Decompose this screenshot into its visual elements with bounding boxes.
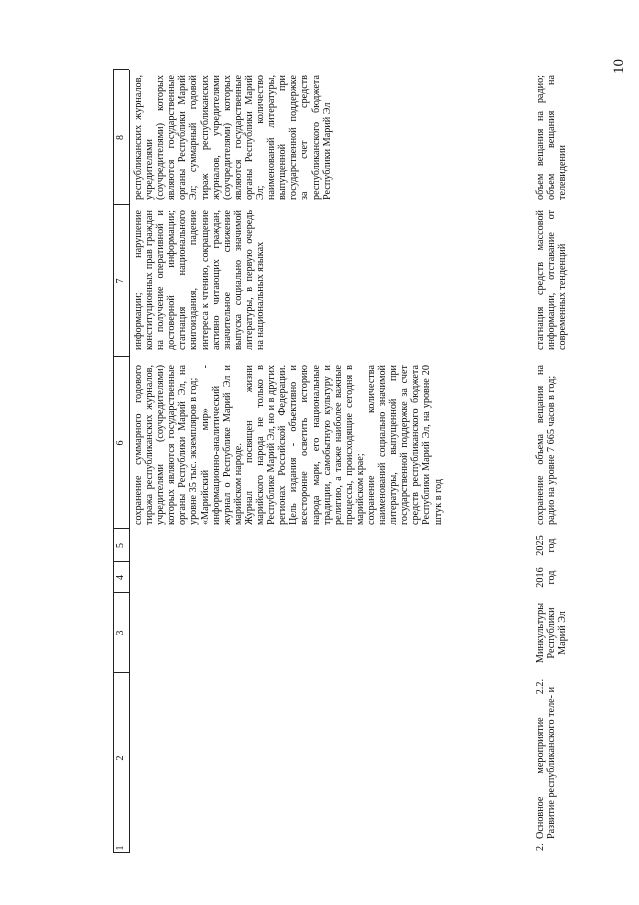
col-header-8: 8 bbox=[115, 135, 126, 140]
paragraph: Журнал посвящен жизни марийского народа не только в Республике Марий Эл, но и в других регионах Российской Федерации. Цель издания - объективно и всесторонне осветить историю народа мари, его национальные традиции, самобытную культуру и религию, а также наиболее важные процессы, происходящие сегодня в марийском крае; bbox=[243, 365, 366, 525]
cell-row2-col6: сохранение объема вещания на радио на уровне 7 665 часов в год; bbox=[535, 365, 558, 525]
col-header-7: 7 bbox=[115, 278, 126, 284]
cell-row2-col4: 2016 год bbox=[535, 567, 558, 588]
col-header-5: 5 bbox=[115, 543, 126, 548]
cell-row2-col7: стагнация средств массовой информации, отставание от современных тенденций bbox=[535, 210, 569, 350]
cell-row2-col5: 2025 год bbox=[535, 535, 558, 556]
cell-row2-col3: Минкультуры Республики Марий Эл bbox=[535, 602, 569, 664]
col-header-6: 6 bbox=[115, 440, 126, 446]
col-header-3: 3 bbox=[115, 630, 126, 636]
cell-row1-col6 bbox=[133, 365, 444, 525]
cell-row2-col1: 2. bbox=[535, 843, 546, 851]
cell-row1-col7: информации; нарушение конституционных прав граждан на получение оперативной и достоверной информации; стагнация национального книгоиздания, падение интереса к чтению, сокращение активно читающих граждан, значительное снижение выпуска социально значимой литературы, в первую очередь на национальных языках bbox=[133, 210, 267, 350]
cell-row2-col2: Основное мероприятие 2.2. Развитие республиканского теле- и bbox=[535, 679, 558, 839]
paragraph: сохранение количества наименований социально значимой литературы, выпущенной при государственной поддержке за счет средств республиканского бюджета Республики Марий Эл, на уровне 20 штук в год bbox=[365, 365, 444, 525]
col-header-4: 4 bbox=[115, 575, 126, 580]
page-number: 10 bbox=[611, 59, 627, 74]
col-header-1: 1 bbox=[115, 845, 126, 851]
col-header-2: 2 bbox=[115, 755, 126, 761]
cell-row2-col8: объем вещания на радио; объем вещания на телевидении bbox=[535, 75, 569, 200]
header-bottom-rule bbox=[129, 70, 130, 853]
paragraph: сохранение суммарного годового тиража республиканских журналов, учредителями (соучредителями) которых являются государственные органы Республики Марий Эл, на уровне 35 тыс. экземпляров в год; bbox=[133, 365, 200, 525]
paragraph: «Марийский мир» - информационно-аналитический журнал о Республике Марий Эл и марийском народе. bbox=[199, 365, 244, 525]
cell-row1-col8: республиканских журналов, учредителями (соучредителями) которых являются государственные органы Республики Марий Эл; суммарный годовой тираж республиканских журналов, учредителями (соучредителями) которых являются государственные органы Республики Марий Эл; количество наименований литературы, выпущенной при государственной поддержке за счет средств республиканского бюджета Республики Марий Эл bbox=[133, 75, 333, 200]
